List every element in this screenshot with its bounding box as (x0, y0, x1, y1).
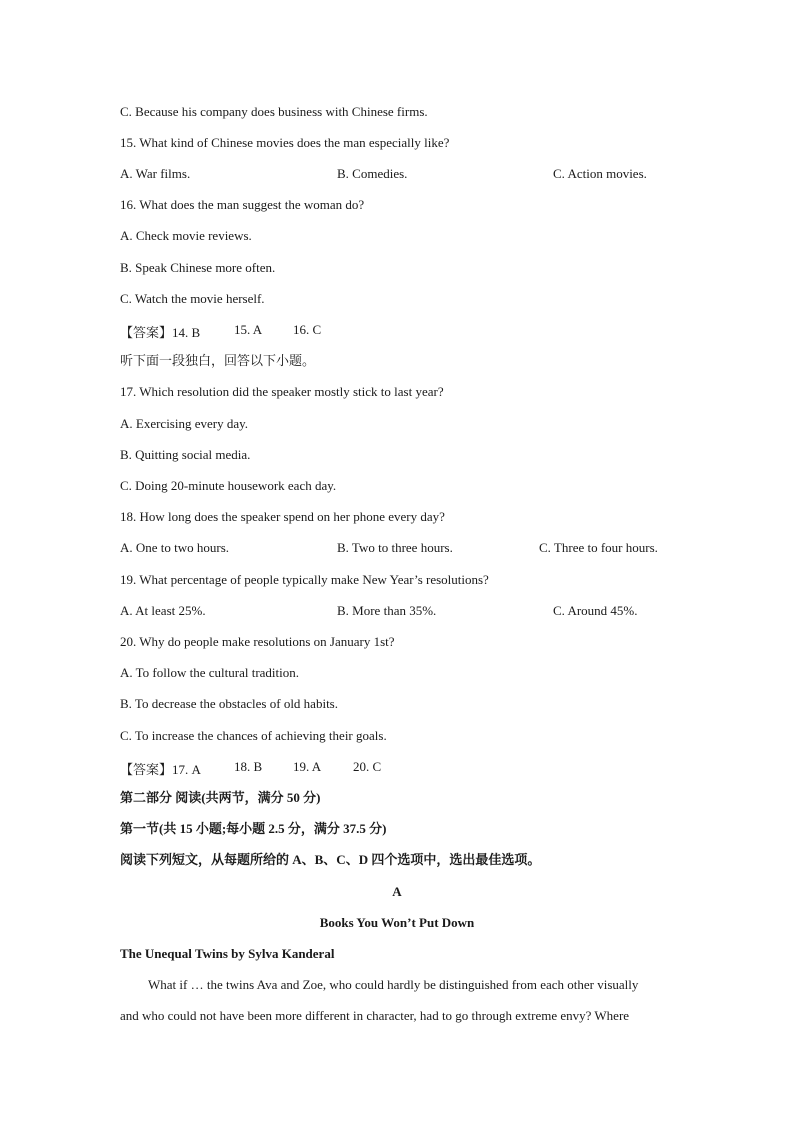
option-15b: B. Comedies. (337, 166, 408, 181)
option-20b: B. To decrease the obstacles of old habits. (120, 696, 338, 711)
option-17b: B. Quitting social media. (120, 447, 251, 462)
option-17c: C. Doing 20-minute housework each day. (120, 478, 337, 493)
question-16: 16. What does the man suggest the woman do? (120, 197, 365, 212)
option-20a: A. To follow the cultural tradition. (120, 665, 300, 680)
answer-14: 【答案】14. B (120, 325, 201, 340)
paragraph-line-2: and who could not have been more different in character, had to go through extreme envy? Where (120, 1008, 630, 1023)
option-16c: C. Watch the movie herself. (120, 291, 265, 306)
option-20c: C. To increase the chances of achieving their goals. (120, 728, 387, 743)
answer-20: 20. C (353, 759, 382, 774)
answer-15: 15. A (234, 322, 263, 337)
option-19a: A. At least 25%. (120, 603, 206, 618)
option-17a: A. Exercising every day. (120, 416, 249, 431)
option-18c: C. Three to four hours. (539, 540, 658, 555)
option-18b: B. Two to three hours. (337, 540, 453, 555)
question-19: 19. What percentage of people typically make New Year’s resolutions? (120, 572, 489, 587)
option-14c: C. Because his company does business with Chinese firms. (120, 104, 428, 119)
question-18: 18. How long does the speaker spend on her phone every day? (120, 509, 445, 524)
passage-letter: A (392, 884, 402, 899)
option-16a: A. Check movie reviews. (120, 228, 252, 243)
paragraph-line-1: What if … the twins Ava and Zoe, who could hardly be distinguished from each other visually (148, 977, 639, 992)
answer-18: 18. B (234, 759, 263, 774)
option-18a: A. One to two hours. (120, 540, 230, 555)
option-16b: B. Speak Chinese more often. (120, 260, 276, 275)
option-19b: B. More than 35%. (337, 603, 437, 618)
question-17: 17. Which resolution did the speaker mostly stick to last year? (120, 384, 444, 399)
answer-16: 16. C (293, 322, 322, 337)
question-20: 20. Why do people make resolutions on January 1st? (120, 634, 395, 649)
answer-17: 【答案】17. A (120, 762, 201, 777)
part-two-heading: 第二部分 阅读(共两节，满分 50 分) (120, 790, 321, 805)
option-15c: C. Action movies. (553, 166, 647, 181)
option-19c: C. Around 45%. (553, 603, 638, 618)
reading-instruction: 阅读下列短文，从每题所给的 A、B、C、D 四个选项中，选出最佳选项。 (120, 852, 541, 867)
question-15: 15. What kind of Chinese movies does the man especially like? (120, 135, 450, 150)
option-15a: A. War films. (120, 166, 191, 181)
monologue-instruction: 听下面一段独白，回答以下小题。 (120, 353, 316, 368)
passage-title: Books You Won’t Put Down (319, 915, 475, 930)
book-title: The Unequal Twins by Sylva Kanderal (120, 946, 335, 961)
answer-19: 19. A (293, 759, 322, 774)
section-one-heading: 第一节(共 15 小题;每小题 2.5 分，满分 37.5 分) (120, 821, 387, 836)
